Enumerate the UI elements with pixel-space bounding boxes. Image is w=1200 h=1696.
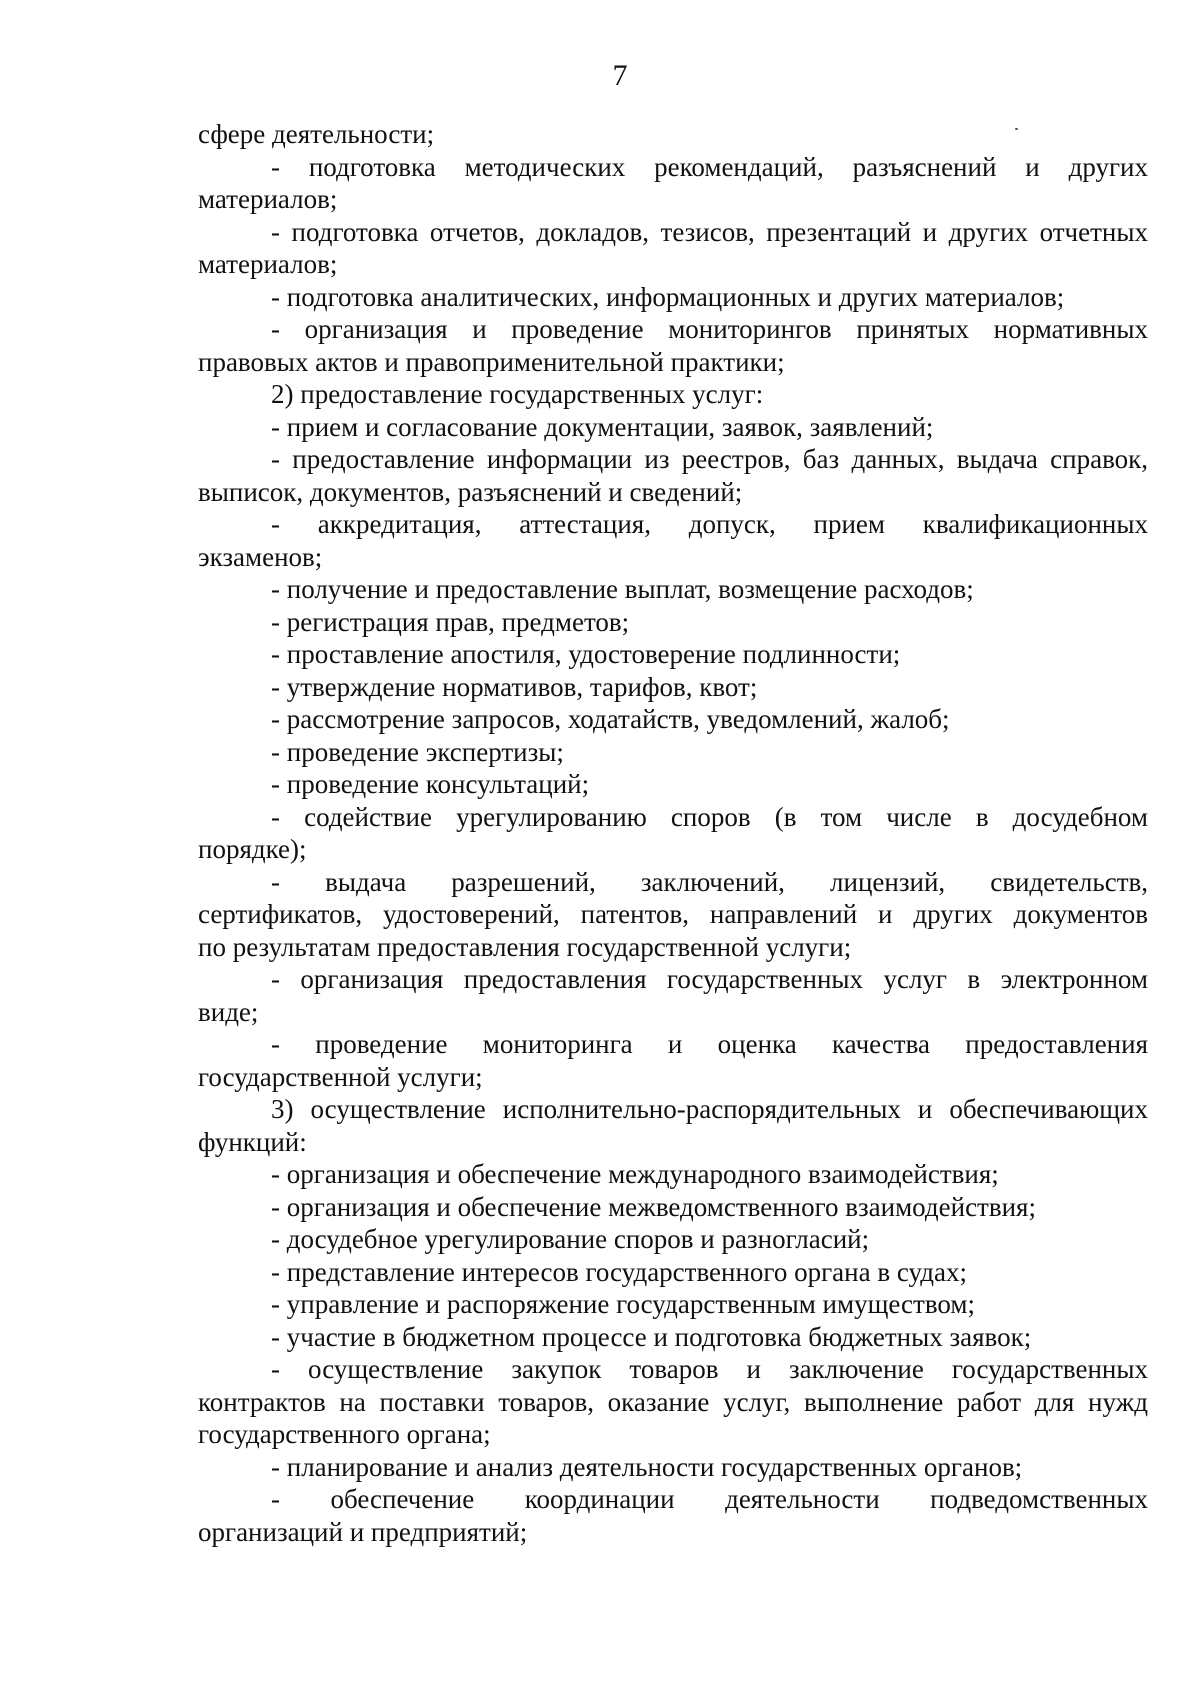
text-line: - планирование и анализ деятельности государственных органов; xyxy=(271,1451,1023,1482)
text-line: правовых актов и правоприменительной практики; xyxy=(198,346,785,377)
text-line: сфере деятельности; xyxy=(198,119,435,149)
page-number: 7 xyxy=(612,59,628,92)
text-line: виде; xyxy=(198,996,259,1027)
text-line: - обеспечение координации деятельности подведомственных xyxy=(271,1484,1148,1514)
text-line: - организация и обеспечение межведомственного взаимодействия; xyxy=(271,1191,1036,1222)
text-line: выписок, документов, разъяснений и сведений; xyxy=(198,476,743,507)
text-line: - организация и обеспечение международного взаимодействия; xyxy=(271,1159,999,1189)
text-line: - организация и проведение мониторингов принятых нормативных xyxy=(271,314,1148,344)
text-line: по результатам предоставления государственной услуги; xyxy=(198,931,852,962)
text-line: - проставление апостиля, удостоверение подлинности; xyxy=(271,639,901,669)
document-body xyxy=(198,118,1148,1548)
text-line: сертификатов, удостоверений, патентов, направлений и других документов xyxy=(198,899,1148,929)
text-line: - утверждение нормативов, тарифов, квот; xyxy=(271,671,758,702)
text-line: - организация предоставления государственных услуг в электронном xyxy=(271,964,1148,994)
text-line: - подготовка методических рекомендаций, разъяснений и других xyxy=(271,151,1148,182)
text-line: государственной услуги; xyxy=(198,1061,483,1092)
text-line: - получение и предоставление выплат, возмещение расходов; xyxy=(271,574,974,604)
text-line: - осуществление закупок товаров и заключение государственных xyxy=(271,1354,1148,1384)
text-line: организаций и предприятий; xyxy=(198,1516,528,1547)
text-line: - прием и согласование документации, заявок, заявлений; xyxy=(271,411,934,442)
text-line: - подготовка отчетов, докладов, тезисов, презентаций и других отчетных xyxy=(271,216,1148,247)
text-line: - выдача разрешений, заключений, лицензий, свидетельств, xyxy=(271,866,1148,897)
text-line: материалов; xyxy=(198,184,338,214)
text-line: - проведение экспертизы; xyxy=(271,736,564,767)
text-line: - рассмотрение запросов, ходатайств, уведомлений, жалоб; xyxy=(271,704,950,734)
text-line: - досудебное урегулирование споров и разногласий; xyxy=(271,1224,870,1254)
text-line: - предоставление информации из реестров, баз данных, выдача справок, xyxy=(271,444,1148,474)
text-line: - проведение мониторинга и оценка качества предоставления xyxy=(271,1029,1148,1059)
text-line: - подготовка аналитических, информационных и других материалов; xyxy=(271,281,1065,312)
text-line: материалов; xyxy=(198,249,338,279)
text-line: - регистрация прав, предметов; xyxy=(271,606,630,637)
text-line: 2) предоставление государственных услуг: xyxy=(271,379,764,409)
text-line: - проведение консультаций; xyxy=(271,769,590,799)
text-line: - представление интересов государственного органа в судах; xyxy=(271,1256,967,1287)
text-line: - управление и распоряжение государственным имуществом; xyxy=(271,1289,975,1319)
text-line: государственного органа; xyxy=(198,1419,491,1449)
text-line: функций: xyxy=(198,1126,307,1157)
text-line: контрактов на поставки товаров, оказание услуг, выполнение работ для нужд xyxy=(198,1386,1148,1417)
text-line: экзаменов; xyxy=(198,541,323,572)
text-line: - содействие урегулированию споров (в том числе в досудебном xyxy=(271,801,1148,832)
text-line: - участие в бюджетном процессе и подготовка бюджетных заявок; xyxy=(271,1321,1032,1352)
text-line: - аккредитация, аттестация, допуск, прием квалификационных xyxy=(271,509,1148,539)
text-line: порядке); xyxy=(198,834,307,864)
text-line: 3) осуществление исполнительно-распорядительных и обеспечивающих xyxy=(271,1094,1148,1124)
